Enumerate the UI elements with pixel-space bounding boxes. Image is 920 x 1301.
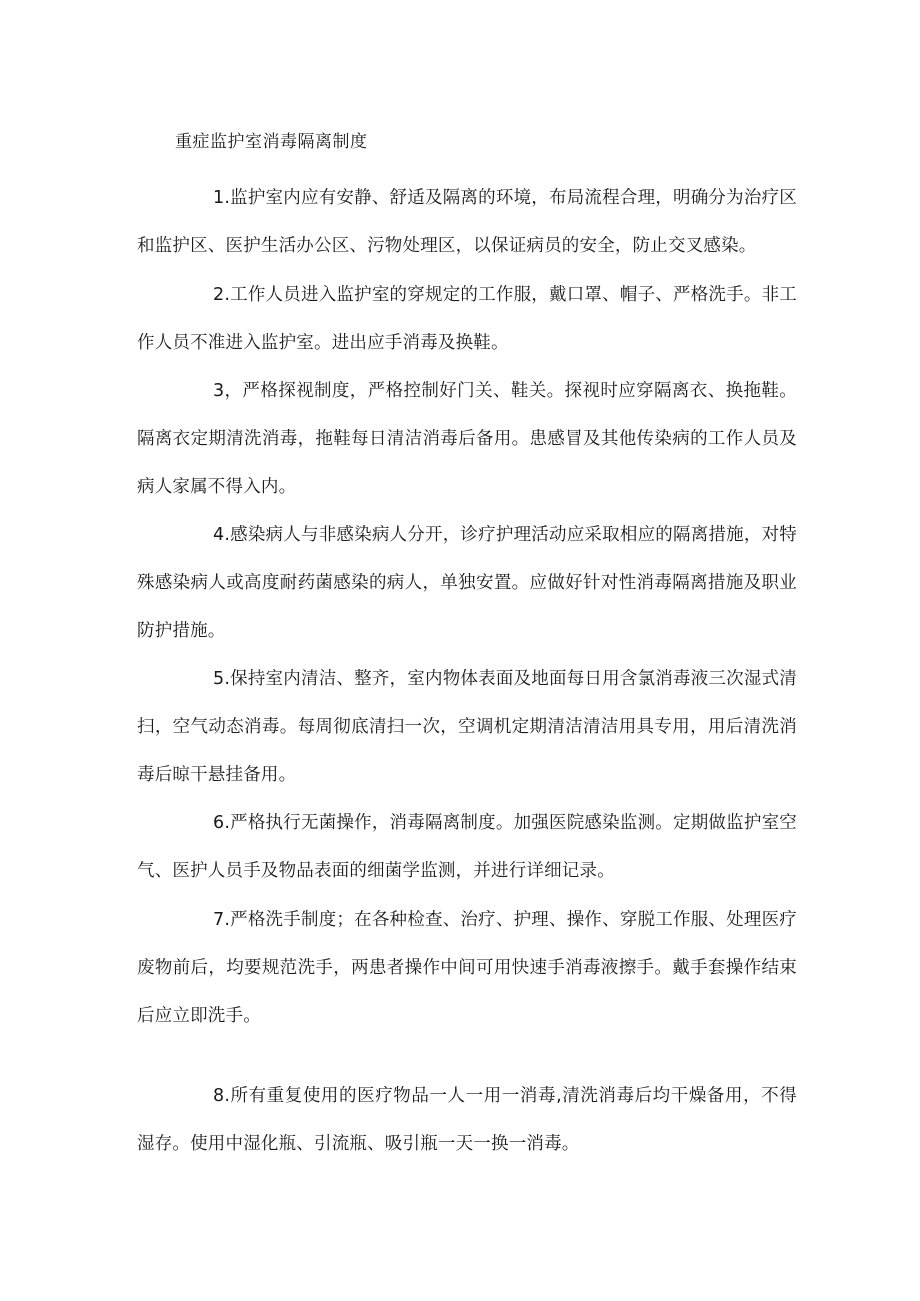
paragraph-number: 5	[213, 669, 225, 689]
paragraph-5	[137, 655, 797, 799]
paragraph-text: 监护室内应有安静、舒适及隔离的环境，布局流程合理，明确分为治疗区和监护区、医护生活办公区、污物处理区，以保证病员的安全，防止交叉感染。	[137, 188, 797, 256]
paragraph-3	[137, 367, 797, 511]
paragraph-text: .严格洗手制度；在各种检查、治疗、护理、操作、穿脱工作服、处理医疗废物前后，均要规范洗手，两患者操作中间可用快速手消毒液擦手。戴手套操作结束后应立即洗手。	[137, 910, 797, 1026]
paragraph-number: 7	[213, 910, 225, 930]
paragraph-number: 4	[213, 525, 225, 545]
paragraph-number: 3	[213, 381, 225, 401]
paragraph-8	[137, 1072, 797, 1168]
paragraph-number: 1.	[213, 188, 231, 208]
document-title: 重症监护室消毒隔离制度	[175, 132, 368, 152]
paragraph-text: .保持室内清洁、整齐，室内物体表面及地面每日用含氯消毒液三次湿式清扫，空气动态消毒。每周彻底清扫一次，空调机定期清洁清洁用具专用，用后清洗消毒后晾干悬挂备用。	[137, 669, 797, 785]
paragraph-7	[137, 896, 797, 1040]
paragraph-text: .严格执行无菌操作，消毒隔离制度。加强医院感染监测。定期做监护室空气、医护人员手及物品表面的细菌学监测，并进行详细记录。	[137, 813, 797, 881]
paragraph-text: .所有重复使用的医疗物品一人一用一消毒,清洗消毒后均干燥备用，不得湿存。使用中湿化瓶、引流瓶、吸引瓶一天一换一消毒。	[137, 1086, 797, 1154]
paragraph-number: 8	[213, 1086, 225, 1106]
paragraph-number: 2	[213, 285, 225, 305]
paragraph-1	[137, 174, 797, 270]
paragraph-2	[137, 271, 797, 367]
paragraph-text: ，严格探视制度，严格控制好门关、鞋关。探视时应穿隔离衣、换拖鞋。隔离衣定期清洗消毒，拖鞋每日清洁消毒后备用。患感冒及其他传染病的工作人员及病人家属不得入内。	[137, 381, 797, 497]
paragraph-text: .感染病人与非感染病人分开，诊疗护理活动应采取相应的隔离措施，对特殊感染病人或高度耐药菌感染的病人，单独安置。应做好针对性消毒隔离措施及职业防护措施。	[137, 525, 797, 641]
paragraph-6	[137, 799, 797, 895]
paragraph-4	[137, 511, 797, 655]
paragraph-number: 6	[213, 813, 225, 833]
paragraph-text: .工作人员进入监护室的穿规定的工作服，戴口罩、帽子、严格洗手。非工作人员不准进入监护室。进出应手消毒及换鞋。	[137, 285, 797, 353]
